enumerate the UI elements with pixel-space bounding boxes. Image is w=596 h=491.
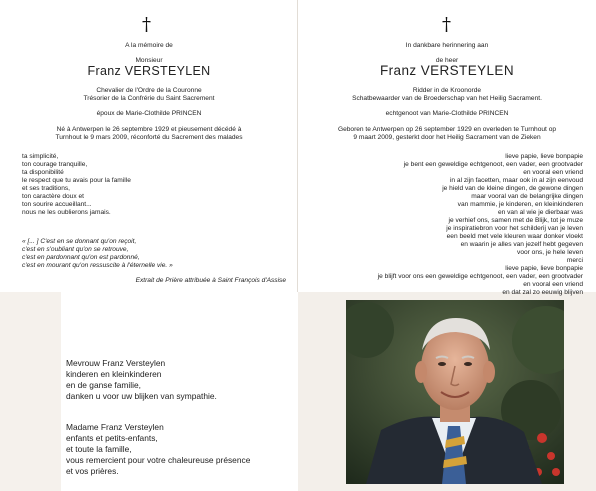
family-name-nl: VERSTEYLEN (420, 63, 514, 78)
prayer-line: c'est en s'oubliant qu'on se retrouve, (22, 246, 129, 253)
poem-line: nous ne les oublierons jamais. (22, 209, 111, 216)
thanks-line: et vos prières. (66, 466, 119, 476)
poem-fr (22, 153, 131, 217)
title-2-fr: Trésorier de la Confrérie du Saint Sacrement (83, 95, 215, 102)
poem-line: lieve papie, lieve bonpapie (505, 265, 583, 272)
poem-line: en waarin je alles van jezelf hebt gegeven (460, 241, 583, 248)
poem-line: en vooral een vriend (523, 169, 583, 176)
poem-line: le respect que tu avais pour la famille (22, 177, 131, 184)
poem-line: je bent een geweldige echtgenoot, een vader, een grootvader (403, 161, 583, 168)
honorific-nl: de heer (435, 57, 459, 64)
thanks-line: kinderen en kleinkinderen (66, 369, 162, 379)
given-name-nl: Franz (380, 63, 417, 78)
memory-line-fr: A la mémoire de (125, 42, 173, 49)
thanks-line: en de ganse familie, (66, 380, 141, 390)
thanks-line: danken u voor uw blijken van sympathie. (66, 391, 217, 401)
memory-line-nl: In dankbare herinnering aan (405, 42, 489, 49)
poem-line: ta simplicité, (22, 153, 59, 160)
poem-line: maar vooral van de belangrijke dingen (471, 193, 583, 200)
poem-line: je hield van de kleine dingen, de gewone dingen (442, 185, 583, 192)
poem-line: je blijft voor ons een geweldige echtgenoot, een vader, een grootvader (377, 273, 583, 280)
poem-line: een beeld met vele kleuren waar donker vloekt (446, 233, 583, 240)
thanks-line: enfants et petits-enfants, (66, 433, 158, 443)
family-name-fr: VERSTEYLEN (124, 64, 211, 78)
poem-nl (378, 153, 583, 297)
thanks-line: et toute la famille, (66, 444, 132, 454)
thanks-fr (66, 422, 250, 477)
poem-line: ton sourire accueillant... (22, 201, 92, 208)
cross-icon-left: † (142, 14, 151, 35)
poem-line: voor ons, je hele leven (517, 249, 583, 256)
title-1-nl: Ridder in de Kroonorde (412, 87, 482, 94)
spouse-fr: époux de Marie-Clothilde PRINCEN (96, 110, 202, 117)
birth-death-1-nl: Geboren te Antwerpen op 26 september 1929 en overleden te Turnhout op (337, 126, 557, 133)
birth-death-2-fr: Turnhout le 9 mars 2009, réconforté du Sacrement des malades (55, 134, 243, 141)
poem-line: van mammie, je kinderen, en kleinkinderen (457, 201, 583, 208)
poem-line: merci (566, 257, 583, 264)
poem-line: en van al wie je dierbaar was (497, 209, 583, 216)
prayer-fr (22, 238, 173, 270)
thanks-line: Madame Franz Versteylen (66, 422, 164, 432)
poem-line: ta disponibilité (22, 169, 64, 176)
prayer-source-fr: Extrait de Prière attribuée à Saint François d'Assise (135, 277, 286, 284)
thanks-line: vous remercient pour votre chaleureuse présence (66, 455, 251, 465)
deceased-name-fr (0, 64, 298, 78)
birth-death-1-fr: Né à Antwerpen le 26 septembre 1929 et pieusement décédé à (56, 126, 242, 133)
deceased-name-nl (298, 63, 596, 78)
poem-line: en dat zal zo eeuwig blijven (502, 289, 583, 296)
poem-line: in al zijn facetten, maar ook in al zijn eenvoud (449, 177, 583, 184)
prayer-line: c'est en pardonnant qu'on est pardonné, (22, 254, 140, 261)
poem-line: en vooral een vriend (523, 281, 583, 288)
poem-line: je inspiratiebron voor het schilderij van je leven (446, 225, 583, 232)
cross-icon-right: † (442, 14, 451, 35)
poem-line: et ses traditions, (22, 185, 71, 192)
honorific-fr: Monsieur (135, 57, 163, 64)
poem-line: ton courage tranquille, (22, 161, 88, 168)
prayer-line: « [... ] C'est en se donnant qu'on reçoit, (22, 238, 137, 245)
title-1-fr: Chevalier de l'Ordre de la Couronne (96, 87, 202, 94)
poem-line: lieve papie, lieve bonpapie (505, 153, 583, 160)
thanks-line: Mevrouw Franz Versteylen (66, 358, 166, 368)
given-name-fr: Franz (87, 64, 121, 78)
poem-line: ton caractère doux et (22, 193, 84, 200)
thanks-nl (66, 358, 217, 402)
title-2-nl: Schatbewaarder van de Broederschap van het Heilig Sacrament. (352, 95, 542, 102)
portrait-photo (346, 300, 564, 484)
spouse-nl: echtgenoot van Marie-Clothilde PRINCEN (385, 110, 509, 117)
birth-death-2-nl: 9 maart 2009, gesterkt door het Heilig Sacrament van de Zieken (353, 134, 541, 141)
prayer-line: c'est en mourant qu'on ressuscite à l'éternelle vie. » (22, 262, 173, 269)
poem-line: je verhief ons, samen met de Blijk, tot je muze (448, 217, 583, 224)
